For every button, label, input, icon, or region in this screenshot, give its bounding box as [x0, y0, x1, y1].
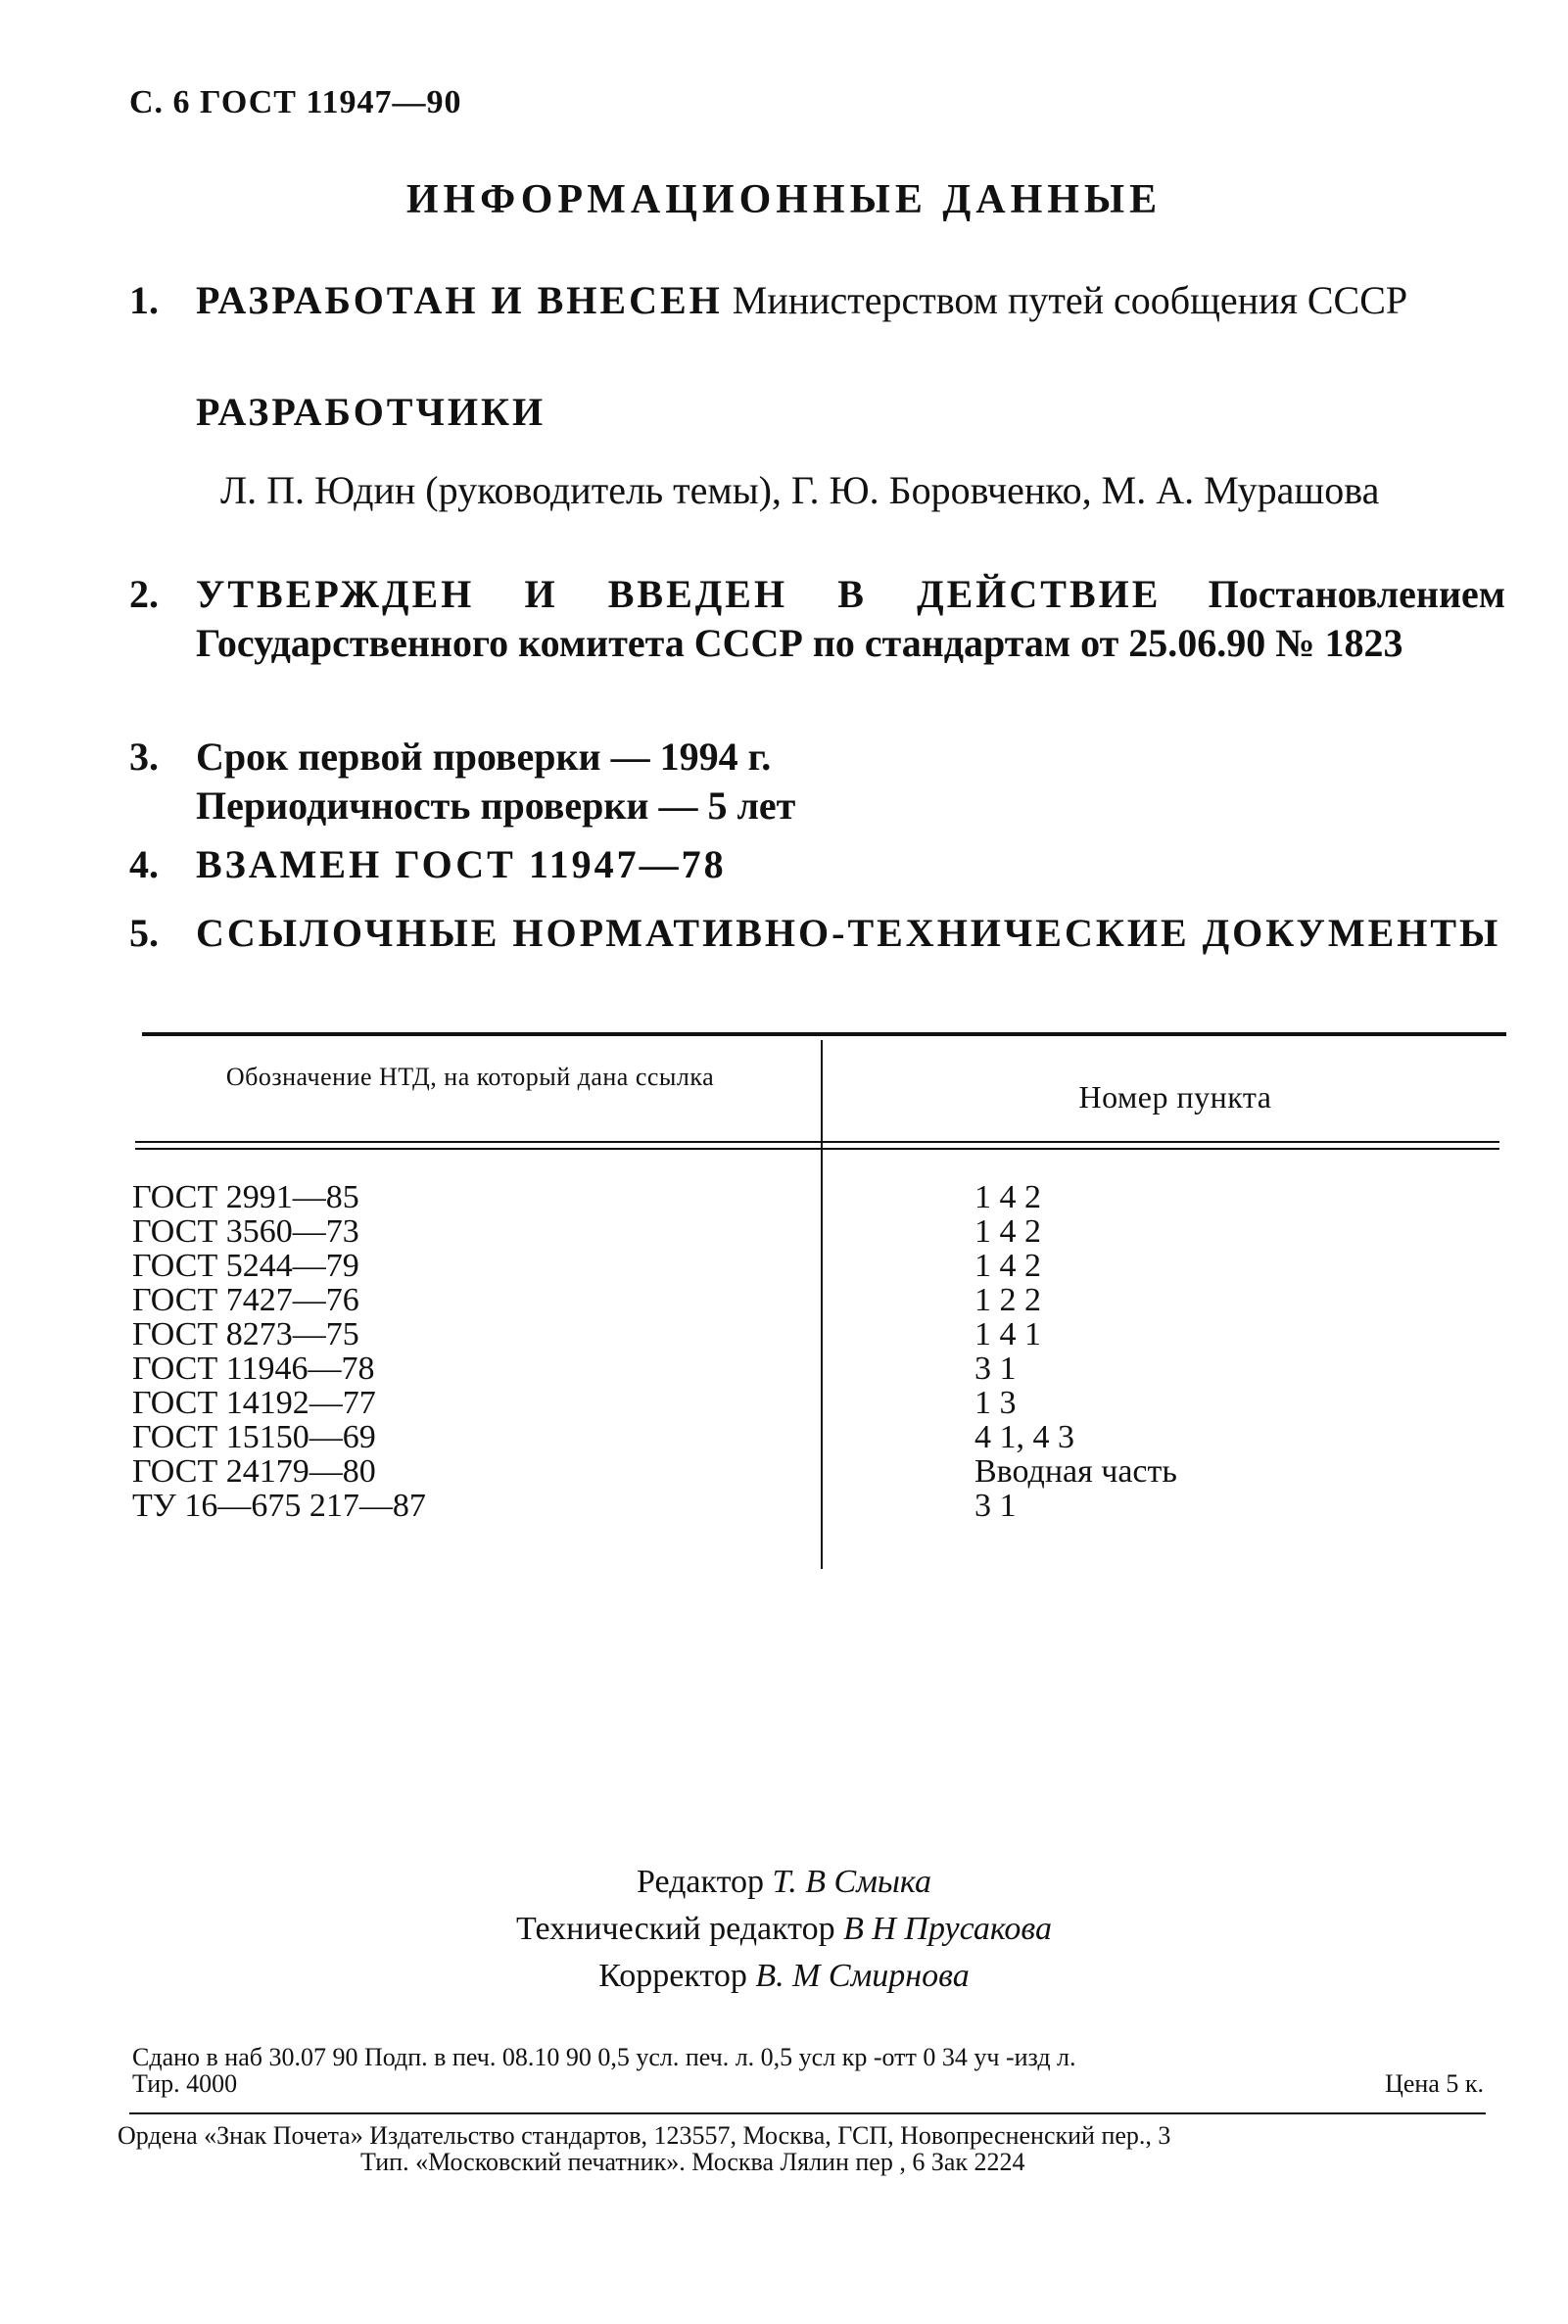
- item-text: ССЫЛОЧНЫЕ НОРМАТИВНО-ТЕХНИЧЕСКИЕ ДОКУМЕНТЫ: [196, 911, 1501, 955]
- table-cell-document: ГОСТ 3560—73: [132, 1213, 359, 1250]
- developers-heading: РАЗРАБОТЧИКИ: [196, 390, 546, 434]
- table-cell-document: ГОСТ 24179—80: [132, 1453, 376, 1490]
- imprint-printer: Тип. «Московский печатник». Москва Лялин пер , 6 Зак 2224: [360, 2148, 1025, 2176]
- imprint-publisher: Ордена «Знак Почета» Издательство стандартов, 123557, Москва, ГСП, Новопресненский пер., 3: [118, 2121, 1171, 2150]
- item-lead: РАЗРАБОТАН И ВНЕСЕН: [196, 278, 723, 322]
- item-number: 1.: [129, 278, 159, 322]
- imprint-rule: [129, 2112, 1486, 2114]
- item-lead: УТВЕРЖДЕН И ВВЕДЕН В ДЕЙСТВИЕ: [196, 572, 1162, 616]
- table-cell-document: ГОСТ 5244—79: [132, 1248, 359, 1284]
- credit-editor: [0, 1859, 1568, 1906]
- table-cell-document: ГОСТ 8273—75: [132, 1316, 359, 1352]
- table-cell-clause: 1 4 2: [974, 1213, 1041, 1250]
- table-cell-clause: 1 3: [974, 1385, 1017, 1421]
- item-number: 2.: [129, 572, 159, 616]
- table-cell-clause: 3 1: [974, 1488, 1017, 1524]
- table-header-clause: Номер пункта: [1078, 1079, 1272, 1115]
- credit-corrector: [0, 1953, 1568, 2000]
- credit-tech-editor: [0, 1906, 1568, 1953]
- item-number: 4.: [129, 842, 159, 886]
- item-text: Постановлением Государственного комитета СССР по стандартам от 25.06.90 № 1823: [196, 572, 1506, 665]
- imprint-price: Цена 5 к.: [1385, 2069, 1484, 2098]
- credit-label: Технический редактор: [516, 1911, 835, 1947]
- table-cell-document: ТУ 16—675 217—87: [132, 1488, 426, 1524]
- table-cell-document: ГОСТ 14192—77: [132, 1385, 376, 1421]
- credit-name: В Н Прусакова: [843, 1911, 1052, 1947]
- imprint-run: Тир. 4000: [132, 2069, 238, 2098]
- imprint-line-1: Сдано в наб 30.07 90 Подп. в печ. 08.10 90 0,5 усл. печ. л. 0,5 усл кр -отт 0 34 уч -изд л.: [132, 2043, 1076, 2071]
- table-header-document: Обозначение НТД, на который дана ссылка: [225, 1063, 715, 1091]
- item-text: ВЗАМЕН ГОСТ 11947—78: [196, 842, 727, 886]
- item-number: 3.: [129, 735, 159, 779]
- developers-list: Л. П. Юдин (руководитель темы), Г. Ю. Боровченко, М. А. Мурашова: [220, 468, 1380, 512]
- item-line: Срок первой проверки — 1994 г.: [196, 735, 772, 779]
- credit-label: Корректор: [598, 1958, 747, 1994]
- page-title: ИНФОРМАЦИОННЫЕ ДАННЫЕ: [405, 177, 1163, 222]
- table-cell-document: ГОСТ 7427—76: [132, 1282, 359, 1318]
- page-header: С. 6 ГОСТ 11947—90: [129, 84, 462, 120]
- table-cell-document: ГОСТ 2991—85: [132, 1179, 359, 1215]
- table-cell-clause: 4 1, 4 3: [974, 1419, 1074, 1455]
- item-number: 5.: [129, 911, 159, 955]
- table-cell-clause: 1 4 2: [974, 1248, 1041, 1284]
- table-cell-clause: 1 4 1: [974, 1316, 1041, 1352]
- table-cell-clause: Вводная часть: [974, 1453, 1177, 1490]
- table-cell-clause: 1 2 2: [974, 1282, 1041, 1318]
- item-text: Министерством путей сообщения СССР: [732, 278, 1408, 322]
- table-cell-document: ГОСТ 11946—78: [132, 1351, 375, 1387]
- credit-name: В. М Смирнова: [755, 1958, 970, 1994]
- credit-label: Редактор: [637, 1864, 764, 1900]
- item-line: Периодичность проверки — 5 лет: [196, 783, 796, 828]
- credit-name: Т. В Смыка: [772, 1864, 931, 1900]
- table-cell-clause: 3 1: [974, 1351, 1017, 1387]
- table-cell-document: ГОСТ 15150—69: [132, 1419, 376, 1455]
- table-cell-clause: 1 4 2: [974, 1179, 1041, 1215]
